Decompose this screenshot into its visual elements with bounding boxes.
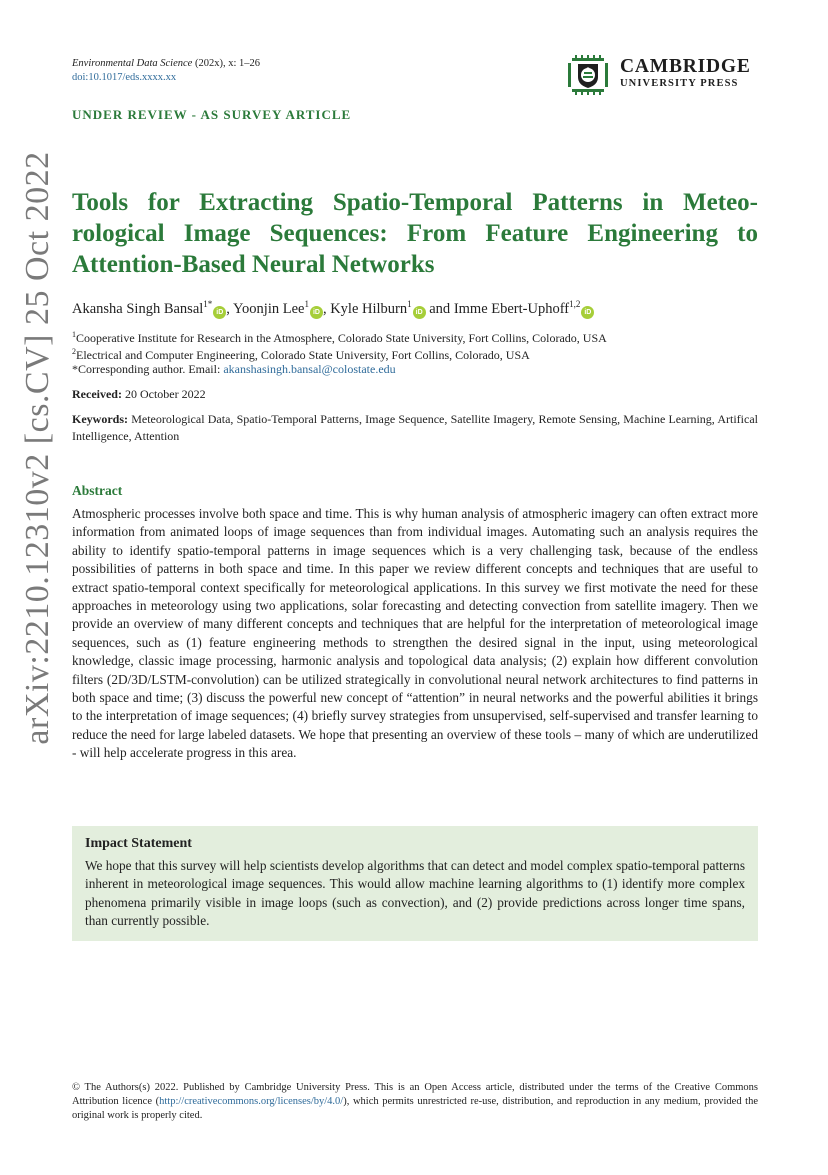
license-link[interactable]: http://creativecommons.org/licenses/by/4.0/	[159, 1096, 344, 1107]
journal-name: Environmental Data Science	[72, 58, 193, 69]
orcid-icon[interactable]: iD	[213, 306, 226, 319]
author-2: Yoonjin Lee$^1$iD ,	[233, 299, 331, 317]
publisher-logo	[566, 55, 758, 95]
impact-statement-box	[72, 826, 758, 941]
orcid-icon[interactable]: iD	[413, 306, 426, 319]
impact-text: We hope that this survey will help scientists develop algorithms that can detect and model complex spatio-temporal patterns inherent in meteorological image sequences. This would allow machine learning algorithms to (1) identify more complex phenomena primarily visible in image loops (such as convection), and (2) provide predictions across longer time spans, than currently possible.	[85, 858, 745, 929]
journal-meta: (202x), x: 1–26	[192, 58, 260, 69]
abstract-text: Atmospheric processes involve both space and time. This is why human analysis of atmospheric imagery can often extract more information from animated loops of image sequences than from individual images. Automating such an analysis requires the ability to identify spatio-temporal patterns in image sequences which is a very challenging task, because of the endless possibilities of patterns in both space and time. In this paper we review different concepts and techniques that are useful to extract spatio-temporal context specifically for meteorological applications. In this survey we first motivate the need for these approaches in meteorology using two applications, solar forecasting and detecting convection from satellite imagery. Then we provide an overview of many different concepts and techniques that are helpful for the interpretation of meteorological image sequences, such as (1) feature engineering methods to strengthen the desired signal in the input, using meteorological knowledge, classic image processing, harmonic analysis and topological data analysis; (2) explain how different convolution filters (2D/3D/LSTM-convolution) can be utilized strategically in convolutional neural network architectures to find patterns in both space and time; (3) discuss the powerful new concept of “attention” in neural networks and the powerful abilities it brings to the interpretation of image sequences; (4) briefly survey strategies from unsupervised, self-supervised and transfer learning to reduce the need for large labeled datasets. We hope that presenting an overview of these tools – many of which are underutilized - will help accelerate progress in this area.	[72, 506, 758, 761]
orcid-icon[interactable]: iD	[581, 306, 594, 319]
affiliation-2: $^2$Electrical and Computer Engineering, Colorado State University, Fort Collins, Colorado, USA	[72, 347, 530, 362]
affiliation-1: $^1$Cooperative Institute for Research in the Atmosphere, Colorado State University, Fort Collins, Colorado, USA	[72, 330, 607, 345]
review-label: UNDER REVIEW - AS SURVEY ARTICLE	[72, 107, 352, 122]
corresponding-author: *Corresponding author. Email: akanshasingh.bansal@colostate.edu	[72, 362, 396, 376]
orcid-icon[interactable]: iD	[310, 306, 323, 319]
doi-link[interactable]: doi:10.1017/eds.xxxx.xx	[72, 72, 177, 83]
corresponding-email-link[interactable]: akanshasingh.bansal@colostate.edu	[223, 362, 396, 376]
publisher-name-line2: UNIVERSITY PRESS	[620, 78, 739, 89]
publisher-name-line1: CAMBRIDGE	[620, 56, 751, 77]
journal-header	[72, 57, 260, 85]
paper-title: Tools for Extracting Spatio-Temporal Patterns in Meteo-rological Image Sequences: From Feature Engineering to Attention-Based Neural Networks	[72, 189, 758, 278]
author-3: Kyle Hilburn$^1$iD and	[330, 299, 454, 317]
license-footer: © The Authors(s) 2022. Published by Cambridge University Press. This is an Open Access article, distributed under the terms of the Creative Commons Attribution licence (http://creativecommons.org/licenses/by/4.0/), which permits unrestricted re-use, distribution, and reproduction in any medium, provided the original work is properly cited.	[72, 1082, 759, 1121]
author-4: Imme Ebert-Uphoff$^{1,2}$iD	[454, 301, 595, 317]
received-date: Received: 20 October 2022	[72, 387, 206, 401]
author-1: Akansha Singh Bansal$^{1*}$iD ,	[72, 299, 234, 317]
author-list	[72, 295, 594, 319]
cambridge-shield-icon	[566, 55, 610, 95]
arxiv-side-stamp: arXiv:2210.12310v2 [cs.CV] 25 Oct 2022	[19, 151, 56, 745]
abstract-heading: Abstract	[72, 483, 123, 498]
keywords: Keywords: Meteorological Data, Spatio-Temporal Patterns, Image Sequence, Satellite Imagery, Remote Sensing, Machine Learning, Artifical Intelligence, Attention	[72, 412, 758, 443]
impact-heading: Impact Statement	[85, 836, 192, 851]
